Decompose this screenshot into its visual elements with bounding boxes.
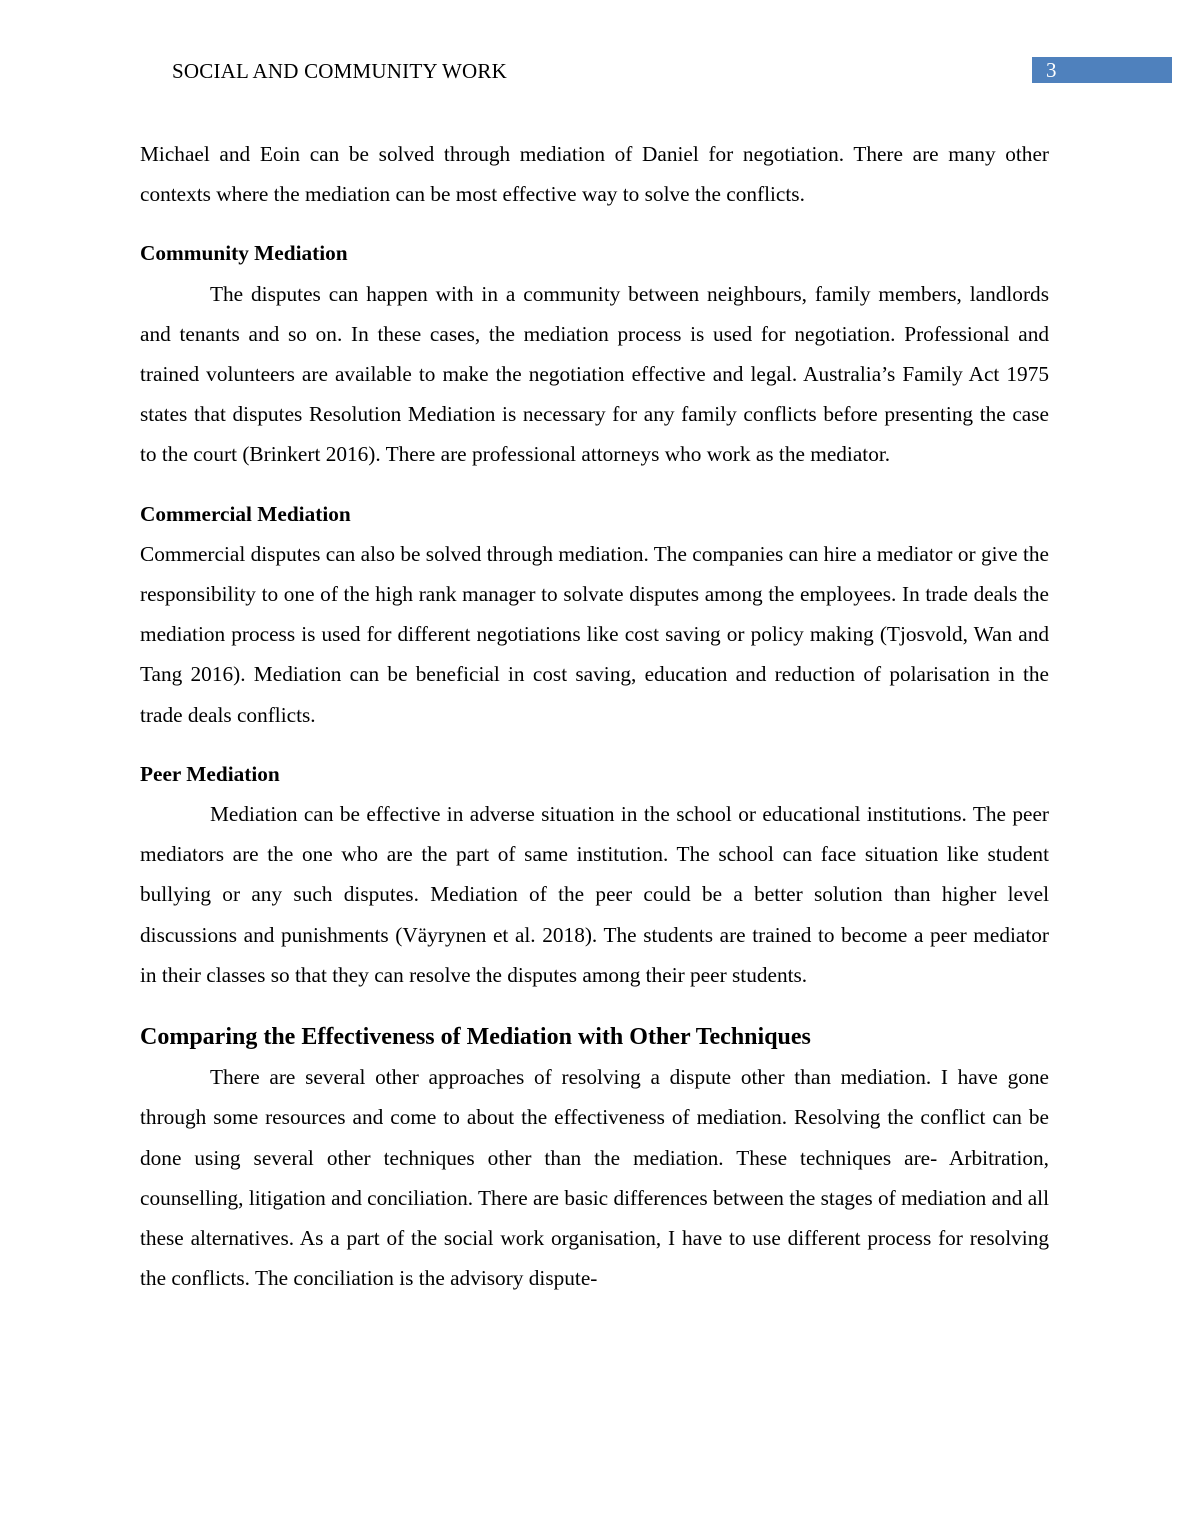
intro-paragraph: Michael and Eoin can be solved through mediation of Daniel for negotiation. There are many other contexts where the mediation can be most effective way to solve the conflicts.	[140, 142, 1049, 207]
peer-mediation-heading: Peer Mediation	[140, 761, 280, 786]
comparing-effectiveness-heading: Comparing the Effectiveness of Mediation with Other Techniques	[140, 1024, 811, 1051]
commercial-mediation-paragraph: Commercial disputes can also be solved through mediation. The companies can hire a mediator or give the responsibility to one of the high rank manager to solvate disputes among the employees. In trade deals the mediation process is used for different negotiations like cost saving or policy making (Tjosvold, Wan and Tang 2016). Mediation can be beneficial in cost saving, education and reduction of polarisation in the trade deals conflicts.	[140, 541, 1049, 727]
commercial-mediation-heading: Commercial Mediation	[140, 501, 351, 526]
community-mediation-paragraph: The disputes can happen with in a community between neighbours, family members, landlords and tenants and so on. In these cases, the mediation process is used for negotiation. Professional and trained volunteers are available to make the negotiation effective and legal. Australia’s Family Act 1975 states that disputes Resolution Mediation is necessary for any family conflicts before presenting the case to the court (Brinkert 2016). There are professional attorneys who work as the mediator.	[140, 281, 1049, 467]
community-mediation-heading: Community Mediation	[140, 241, 348, 266]
peer-mediation-paragraph: Mediation can be effective in adverse situation in the school or educational institutions. The peer mediators are the one who are the part of same institution. The school can face situation like student bullying or any such disputes. Mediation of the peer could be a better solution than higher level discussions and punishments (Väyrynen et al. 2018). The students are trained to become a peer mediator in their classes so that they can resolve the disputes among their peer students.	[140, 802, 1049, 987]
page-number: 3	[1032, 57, 1172, 83]
document-body	[140, 134, 1049, 1298]
comparing-effectiveness-paragraph: There are several other approaches of resolving a dispute other than mediation. I have gone through some resources and come to about the effectiveness of mediation. Resolving the conflict can be done using several other techniques other than the mediation. These techniques are- Arbitration, counselling, litigation and conciliation. There are basic differences between the stages of mediation and all these alternatives. As a part of the social work organisation, I have to use different process for resolving the conflicts. The conciliation is the advisory dispute-	[140, 1065, 1049, 1291]
running-header-title: SOCIAL AND COMMUNITY WORK	[172, 59, 507, 83]
